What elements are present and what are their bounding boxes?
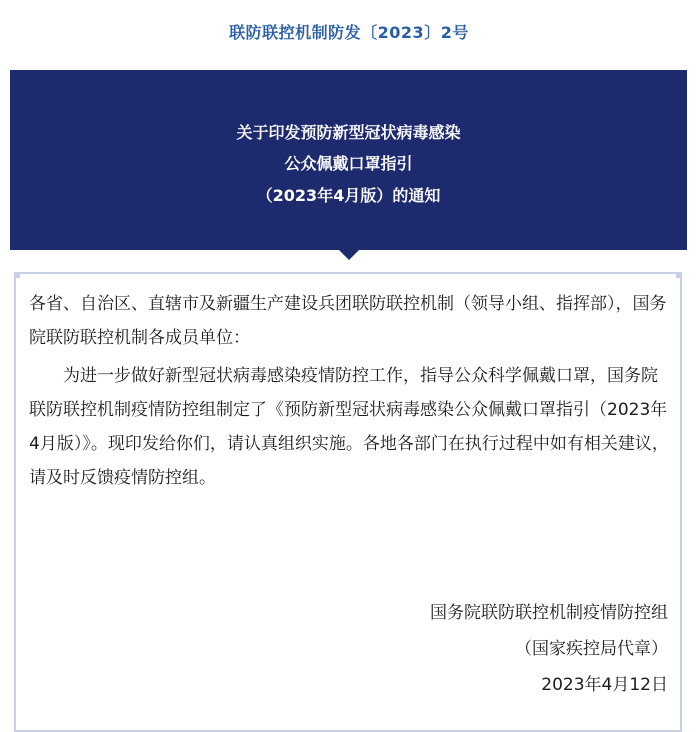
body-paragraph: 为进一步做好新型冠状病毒感染疫情防控工作，指导公众科学佩戴口罩，国务院联防联控机制疫情防控组制定了《预防新型冠状病毒感染公众佩戴口罩指引（2023年4月版）》。现印发给你们，请认真组织实施。各地各部门在执行过程中如有相关建议，请及时反馈疫情防控组。 xyxy=(29,366,669,488)
issue-date: 2023年4月12日 xyxy=(541,675,668,695)
issuer-name: 国务院联防联控机制疫情防控组 xyxy=(430,603,668,623)
salutation: 各省、自治区、直辖市及新疆生产建设兵团联防联控机制（领导小组、指挥部），国务院联防联控机制各成员单位： xyxy=(29,294,667,348)
seal-note: （国家疾控局代章） xyxy=(515,639,668,659)
title-banner xyxy=(10,70,687,250)
title-line-1: 关于印发预防新型冠状病毒感染 xyxy=(236,123,461,142)
title-line-2: 公众佩戴口罩指引 xyxy=(284,154,413,173)
document-number: 联防联控机制防发〔2023〕2号 xyxy=(229,23,469,42)
title-line-3: （2023年4月版）的通知 xyxy=(256,186,441,205)
title-pointer-arrow xyxy=(339,250,359,260)
frame-corner-top-left xyxy=(14,272,20,278)
frame-corner-top-right xyxy=(676,272,682,278)
